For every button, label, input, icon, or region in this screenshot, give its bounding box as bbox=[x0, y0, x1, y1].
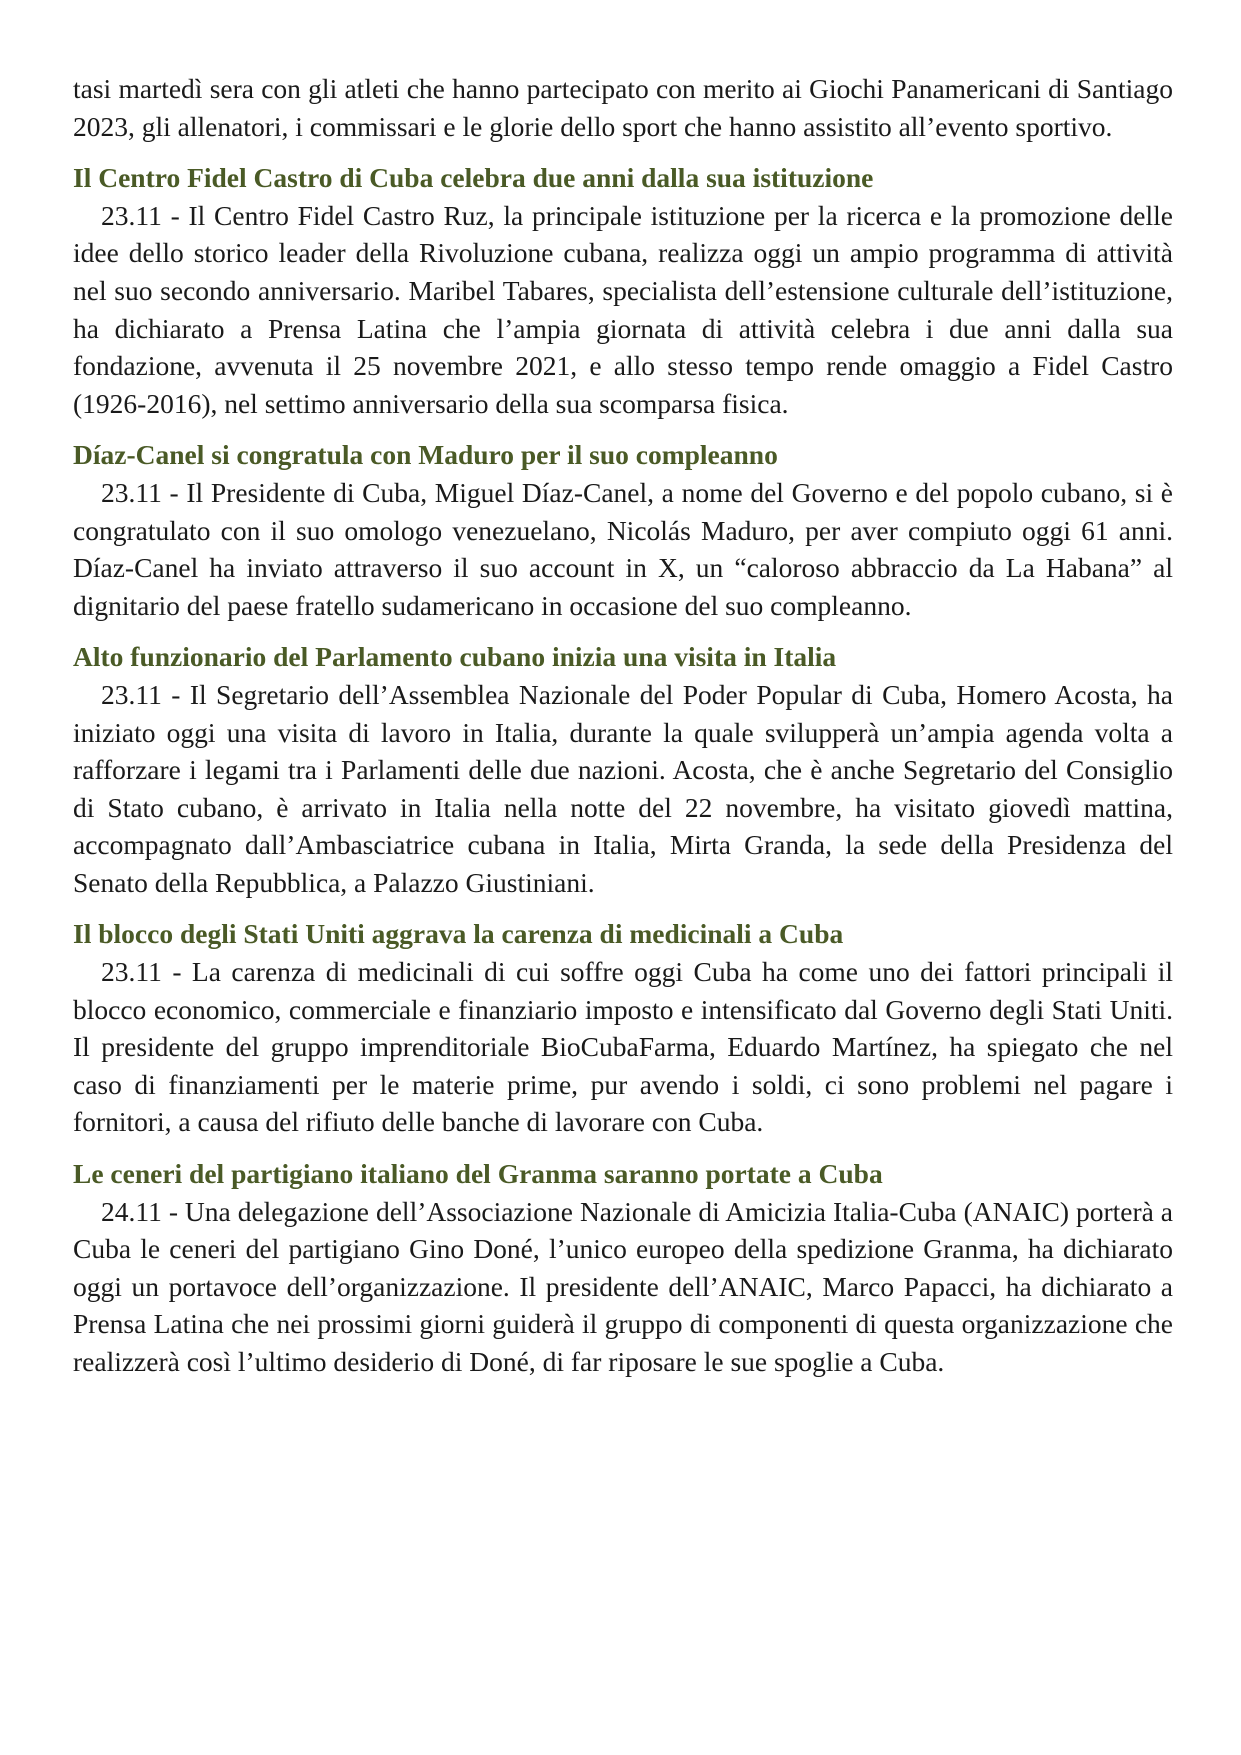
article-title-5: Le ceneri del partigiano italiano del Granma saranno portate a Cuba bbox=[73, 1158, 883, 1190]
article-title-4: Il blocco degli Stati Uniti aggrava la carenza di medicinali a Cuba bbox=[73, 918, 844, 950]
article-body-5: 24.11 - Una delegazione dell’Associazione Nazionale di Amicizia Italia-Cuba (ANAIC) porterà a Cuba le ceneri del partigiano Gino Doné, l’unico europeo della spedizione Granma, ha dichiarato oggi un portavoce dell’organizzazione. Il presidente dell’ANAIC, Marco Papacci, ha dichiarato a Prensa Latina che nei prossimi giorni guiderà il gruppo di componenti di questa organizzazione che realizzerà così l’ultimo desiderio di Doné, di far riposare le sue spoglie a Cuba. bbox=[73, 1195, 1173, 1377]
article-title-2: Díaz-Canel si congratula con Maduro per il suo compleanno bbox=[73, 439, 778, 471]
article-title-1: Il Centro Fidel Castro di Cuba celebra due anni dalla sua istituzione bbox=[73, 162, 874, 194]
article-title-3: Alto funzionario del Parlamento cubano inizia una visita in Italia bbox=[73, 641, 837, 673]
article-body-3: 23.11 - Il Segretario dell’Assemblea Nazionale del Poder Popular di Cuba, Homero Acosta, ha iniziato oggi una visita di lavoro in Italia, durante la quale svilupperà un’ampia agenda volta a rafforzare i legami tra i Parlamenti delle due nazioni. Acosta, che è anche Segretario del Consiglio di Stato cubano, è arrivato in Italia nella notte del 22 novembre, ha visitato giovedì mattina, accompagnato dall’Ambasciatrice cubana in Italia, Mirta Granda, la sede della Presidenza del Senato della Repubblica, a Palazzo Giustiniani. bbox=[73, 678, 1173, 898]
article-body-4: 23.11 - La carenza di medicinali di cui soffre oggi Cuba ha come uno dei fattori principali il blocco economico, commerciale e finanziario imposto e intensificato dal Governo degli Stati Uniti. Il presidente del gruppo imprenditoriale BioCubaFarma, Eduardo Martínez, ha spiegato che nel caso di finanziamenti per le materie prime, pur avendo i soldi, ci sono problemi nel pagare i fornitori, a causa del rifiuto delle banche di lavorare con Cuba. bbox=[73, 956, 1173, 1138]
article-body-2: 23.11 - Il Presidente di Cuba, Miguel Díaz-Canel, a nome del Governo e del popolo cubano, si è congratulato con il suo omologo venezuelano, Nicolás Maduro, per aver compiuto oggi 61 anni. Díaz-Canel ha inviato attraverso il suo account in X, un “caloroso abbraccio da La Habana” al dignitario del paese fratello sudamericano in occasione del suo compleanno. bbox=[73, 476, 1173, 621]
intro-paragraph: tasi martedì sera con gli atleti che hanno partecipato con merito ai Giochi Panamericani di Santiago 2023, gli allenatori, i commissari e le glorie dello sport che hanno assistito all’evento sportivo. bbox=[73, 73, 1173, 142]
article-body-1: 23.11 - Il Centro Fidel Castro Ruz, la principale istituzione per la ricerca e la promozione delle idee dello storico leader della Rivoluzione cubana, realizza oggi un ampio programma di attività nel suo secondo anniversario. Maribel Tabares, specialista dell’estensione culturale dell’istituzione, ha dichiarato a Prensa Latina che l’ampia giornata di attività celebra i due anni dalla sua fondazione, avvenuta il 25 novembre 2021, e allo stesso tempo rende omaggio a Fidel Castro (1926-2016), nel settimo anniversario della sua scomparsa fisica. bbox=[73, 199, 1173, 419]
document-page bbox=[73, 70, 1173, 1381]
